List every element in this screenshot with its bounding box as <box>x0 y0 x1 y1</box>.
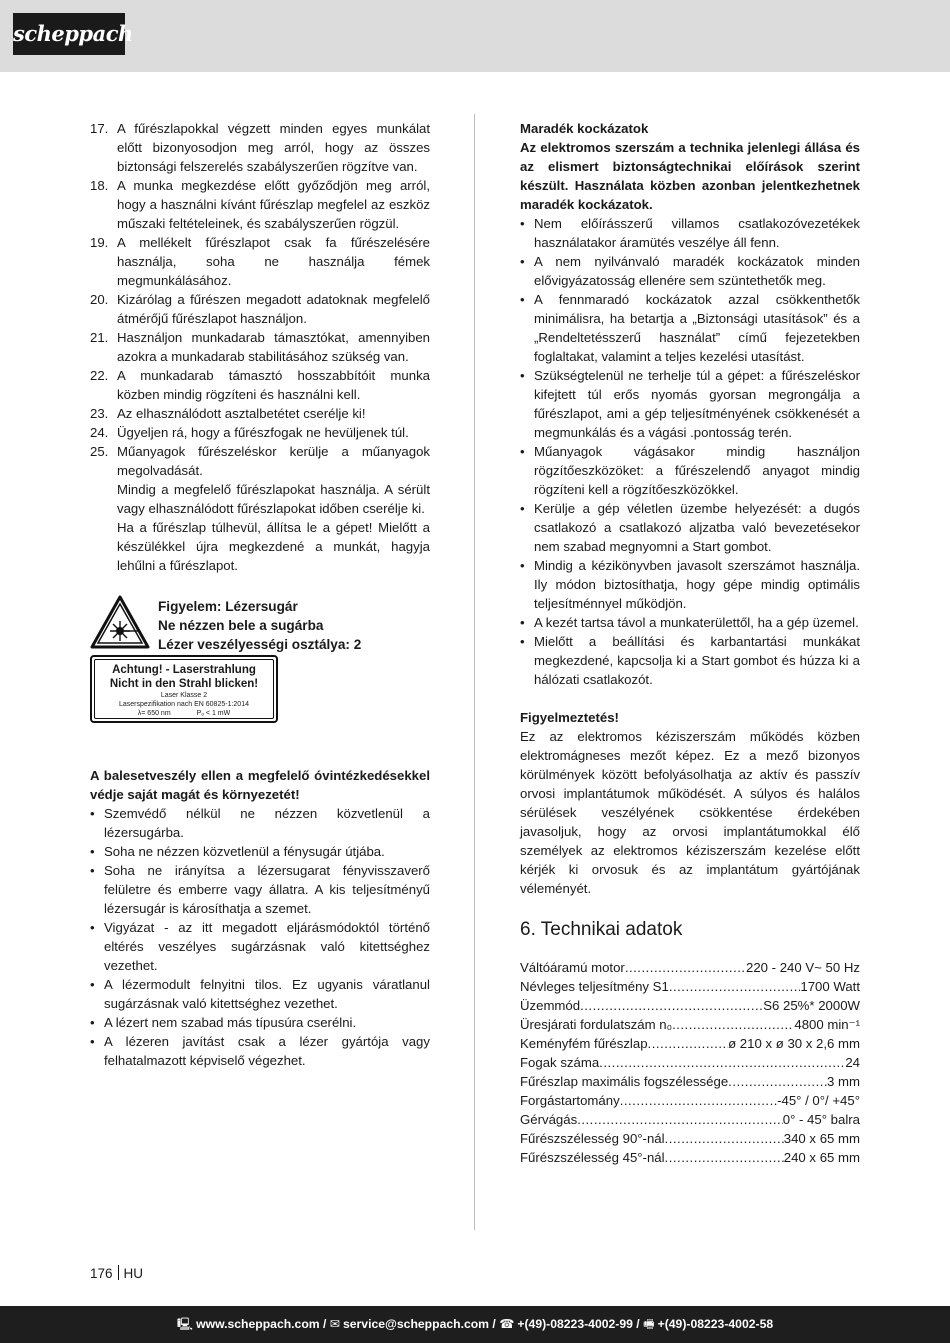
item-number: 21. <box>90 330 109 345</box>
spec-leader-dots <box>620 1091 777 1110</box>
laser-warning-line: Ne nézzen bele a sugárba <box>158 618 324 633</box>
numbered-item <box>90 328 430 366</box>
item-number: 23. <box>90 406 109 421</box>
laser-label-power: Pₒ < 1 mW <box>196 710 231 717</box>
bullet-text: Soha ne irányítsa a lézersugarat fényvisszaverő felületre és emberre vagy állatra. A kis teljesítményű lézersugár is károsíthatja a szemet. <box>104 863 430 916</box>
page-number-value: 176 <box>90 1266 113 1281</box>
item-number: 17. <box>90 121 109 136</box>
risk-bullet-list <box>520 214 860 689</box>
spec-row <box>520 1110 860 1129</box>
laser-warning-icon <box>90 595 150 649</box>
bullet-marker: • <box>90 806 95 821</box>
bullet-text: Mindig a kézikönyvben javasolt szerszámot használja. Ily módon biztosíthatja, hogy gépe mindig optimális teljesítménnyel működjön. <box>534 558 860 611</box>
spec-row <box>520 1015 860 1034</box>
numbered-item <box>90 119 430 176</box>
spec-leader-dots <box>665 1148 784 1167</box>
bullet-text: Soha ne nézzen közvetlenül a fénysugár útjába. <box>104 844 385 859</box>
spec-label: Keményfém fűrészlap <box>520 1036 648 1051</box>
item-text: A mellékelt fűrészlapot csak fa fűrészelésére használja, soha ne használja fémek megmunkálásához. <box>117 235 430 288</box>
bullet-marker: • <box>520 216 525 231</box>
item-number: 19. <box>90 235 109 250</box>
bullet-marker: • <box>520 615 525 630</box>
bullet-item <box>520 556 860 613</box>
bullet-text: A lézermodult felnyitni tilos. Ez ugyanis váratlanul sugárzásnak való kitettséghez vezethet. <box>104 977 430 1011</box>
bullet-marker: • <box>520 501 525 516</box>
spec-row <box>520 977 860 996</box>
laser-label <box>90 655 278 723</box>
bullet-item <box>520 499 860 556</box>
spec-value: 4800 min⁻¹ <box>794 1017 860 1032</box>
right-column <box>520 119 860 1167</box>
numbered-item <box>90 233 430 290</box>
spec-value: 1700 Watt <box>800 979 860 994</box>
spec-value: 24 <box>845 1055 860 1070</box>
bullet-marker: • <box>520 558 525 573</box>
bullet-item <box>90 975 430 1013</box>
phone-icon: ☎ <box>499 1317 515 1331</box>
item-text: Műanyagok fűrészeléskor kerülje a műanyagok megolvadását. <box>117 444 430 478</box>
footer-email[interactable]: service@scheppach.com / <box>343 1317 496 1331</box>
spec-row <box>520 1053 860 1072</box>
spec-leader-dots <box>669 977 801 996</box>
spec-leader-dots <box>665 1129 784 1148</box>
bullet-text: A nem nyilvánvaló maradék kockázatok minden elővigyázatosság ellenére sem szüntethetők meg. <box>534 254 860 288</box>
bullet-marker: • <box>520 444 525 459</box>
spec-row <box>520 1129 860 1148</box>
spec-value: 220 - 240 V~ 50 Hz <box>746 960 860 975</box>
spec-row <box>520 996 860 1015</box>
spec-value: S6 25%* 2000W <box>763 998 860 1013</box>
spec-label: Fűrészszélesség 45°-nál <box>520 1150 665 1165</box>
numbered-item <box>90 423 430 442</box>
spec-value: 240 x 65 mm <box>783 1150 860 1165</box>
bullet-marker: • <box>520 292 525 307</box>
item-text: Használjon munkadarab támasztókat, amennyiben azokra a munkadarab stabilitásához szükség van. <box>117 330 430 364</box>
bullet-text: A lézert nem szabad más típusúra cserélni. <box>104 1015 357 1030</box>
continuation-paragraph: Ha a fűrészlap túlhevül, állítsa le a gépet! Mielőtt a készülékkel újra megkezdené a munkát, hagyja lehűlni a fűrészlapot. <box>117 520 430 573</box>
item-number: 22. <box>90 368 109 383</box>
bullet-text: Szemvédő nélkül ne nézzen közvetlenül a lézersugárba. <box>104 806 430 840</box>
bullet-item <box>520 442 860 499</box>
spec-value: -45° / 0°/ +45° <box>777 1093 860 1108</box>
item-text: A munkadarab támasztó hosszabbítóit munka közben mindig rögzíteni és használni kell. <box>117 368 430 402</box>
laser-warning-text <box>158 597 361 654</box>
page-number <box>90 1265 143 1281</box>
item-number: 18. <box>90 178 109 193</box>
bullet-item <box>90 1013 430 1032</box>
page-language: HU <box>123 1266 144 1281</box>
spec-value: 340 x 65 mm <box>783 1131 860 1146</box>
spec-leader-dots <box>599 1053 845 1072</box>
bullet-text: Műanyagok vágásakor mindig használjon rögzítőeszközöket: a fűrészelendő anyagot mindig rögzíteni kell a rögzítőeszközökkel. <box>534 444 860 497</box>
bullet-text: Vigyázat - az itt megadott eljárásmódoktól történő eltérés veszélyes sugárzásnak való kitettséghez vezethet. <box>104 920 430 973</box>
spec-label: Forgástartomány <box>520 1093 620 1108</box>
spec-leader-dots <box>625 958 746 977</box>
spec-table <box>520 958 860 1167</box>
bullet-item <box>90 1032 430 1070</box>
item-text: Kizárólag a fűrészen megadott adatoknak megfelelő átmérőjű fűrészlapot használjon. <box>117 292 430 326</box>
item-text: Az elhasználódott asztalbetétet cserélje ki! <box>117 406 366 421</box>
bullet-marker: • <box>520 634 525 649</box>
bullet-marker: • <box>520 254 525 269</box>
item-number: 25. <box>90 444 109 459</box>
risks-title: Maradék kockázatok <box>520 121 649 136</box>
bullet-text: A lézeren javítást csak a lézer gyártója vagy felhatalmazott képviselő végezhet. <box>104 1034 430 1068</box>
spec-leader-dots <box>728 1072 827 1091</box>
numbered-item <box>90 290 430 328</box>
bullet-marker: • <box>90 863 95 878</box>
laser-label-title: Achtung! - Laserstrahlung <box>112 664 256 676</box>
footer-web[interactable]: www.scheppach.com / <box>196 1317 327 1331</box>
spec-row <box>520 1034 860 1053</box>
numbered-item <box>90 404 430 423</box>
bullet-text: Szükségtelenül ne terhelje túl a gépet: a fűrészeléskor kifejtett túl erős nyomás gyorsan megrongálja a fűrészlapot, ami a gép teljesítményének csökkenését a megmunkálás és a vágási .pontosság terén. <box>534 368 860 440</box>
bullet-marker: • <box>90 844 95 859</box>
laser-label-warning: Nicht in den Strahl blicken! <box>109 678 259 690</box>
bullet-item <box>520 366 860 442</box>
computer-icon: 🖳 <box>176 1317 194 1331</box>
laser-warning-title: Figyelem: Lézersugár <box>158 599 298 614</box>
spec-label: Gérvágás <box>520 1112 578 1127</box>
spec-row <box>520 1148 860 1167</box>
safety-heading: A balesetveszély ellen a megfelelő óvintézkedésekkel védje saját magát és környezetét! <box>90 768 430 802</box>
safety-bullet-list <box>90 804 430 1070</box>
numbered-item <box>90 442 430 480</box>
bullet-text: Mielőtt a beállítási és karbantartási munkákat megkezdené, kapcsolja ki a Start gombot és húzza ki a hálózati csatlakozót. <box>534 634 860 687</box>
spec-row <box>520 958 860 977</box>
item-number: 24. <box>90 425 109 440</box>
fax-icon: 🖷 <box>643 1317 655 1331</box>
bullet-item <box>520 290 860 366</box>
bullet-item <box>520 214 860 252</box>
laser-label-spec: Laserspezifikation nach EN 60825-1:2014 <box>119 701 249 708</box>
risks-intro: Az elektromos szerszám a technika jelenlegi állása és az elismert biztonságtechnikai előírások szerint készült. Használata közben azonban jelentkezhetnek maradék kockázatok. <box>520 140 860 212</box>
spec-value: 0° - 45° balra <box>782 1112 860 1127</box>
item-text: Ügyeljen rá, hogy a fűrészfogak ne hevüljenek túl. <box>117 425 409 440</box>
spec-label: Névleges teljesítmény S1 <box>520 979 669 994</box>
footer-fax: +(49)-08223-4002-58 <box>657 1317 774 1331</box>
bullet-marker: • <box>90 977 95 992</box>
laser-label-class: Laser Klasse 2 <box>160 692 208 699</box>
mail-icon: ✉ <box>329 1317 340 1331</box>
bullet-marker: • <box>90 1015 95 1030</box>
spec-leader-dots <box>580 996 763 1015</box>
continuation-paragraph: Mindig a megfelelő fűrészlapokat használja. A sérült vagy elhasználódott fűrészlapokat időben cserélje ki. <box>117 482 430 516</box>
bullet-text: Kerülje a gép véletlen üzembe helyezését: a dugós csatlakozó a csatlakozó aljzatba való bevezetésekor nem szabad megnyomni a Start gombot. <box>534 501 860 554</box>
footer-phone: +(49)-08223-4002-99 / <box>517 1317 640 1331</box>
spec-label: Fűrészlap maximális fogszélessége <box>520 1074 729 1089</box>
bullet-text: Nem előírásszerű villamos csatlakozóvezetékek használatakor áramütés veszélye áll fenn. <box>534 216 860 250</box>
bullet-item <box>90 861 430 918</box>
spec-label: Üzemmód <box>520 998 581 1013</box>
spec-value: ø 210 x ø 30 x 2,6 mm <box>728 1036 860 1051</box>
page-footer <box>0 1306 950 1343</box>
bullet-marker: • <box>90 920 95 935</box>
left-column <box>90 119 430 1070</box>
bullet-marker: • <box>90 1034 95 1049</box>
item-text: A munka megkezdése előtt győződjön meg arról, hogy a használni kívánt fűrészlap megfelel az eszköz műszaki feltételeinek, és szabályszerűen rögzül. <box>117 178 430 231</box>
scheppach-logo: scheppach <box>13 13 125 55</box>
numbered-item <box>90 366 430 404</box>
spec-value: 3 mm <box>827 1074 860 1089</box>
bullet-item <box>90 918 430 975</box>
spec-label: Fogak száma <box>520 1055 600 1070</box>
spec-leader-dots <box>577 1110 783 1129</box>
spec-row <box>520 1072 860 1091</box>
spec-label: Váltóáramú motor <box>520 960 625 975</box>
laser-warning-block <box>90 591 430 766</box>
bullet-item <box>520 252 860 290</box>
tech-data-heading: 6. Technikai adatok <box>520 919 683 940</box>
bullet-item <box>90 804 430 842</box>
bullet-item <box>520 613 860 632</box>
spec-label: Üresjárati fordulatszám n₀ <box>520 1017 673 1032</box>
bullet-text: A fennmaradó kockázatok azzal csökkenthetők minimálisra, ha betartja a „Biztonsági utasítások” és a „Rendeltetésszerű használat” című fejezetekben foglaltakat, valamint a teljes kezelési utasítást. <box>534 292 860 364</box>
numbered-safety-list <box>90 119 430 480</box>
warning-title: Figyelmeztetés! <box>520 710 619 725</box>
page-header <box>0 0 950 72</box>
laser-class-line: Lézer veszélyességi osztálya: 2 <box>158 637 362 652</box>
item-number: 20. <box>90 292 109 307</box>
item-text: A fűrészlapokkal végzett minden egyes munkálat előtt bizonyosodjon meg arról, hogy az összes biztonsági felszerelés szabályszerűen rögzítve van. <box>117 121 430 174</box>
spec-label: Fűrészszélesség 90°-nál <box>520 1131 665 1146</box>
numbered-item <box>90 176 430 233</box>
bullet-item <box>520 632 860 689</box>
spec-leader-dots <box>648 1034 729 1053</box>
warning-text: Ez az elektromos kéziszerszám működés közben elektromágneses mezőt képez. Ez a mező bizonyos körülmények között befolyásolhatja az aktív és passzív orvosi implantátumok működését. A súlyos és halálos sérülések veszélyének csökkentése érdekében javasoljuk, hogy az orvosi implantátumokkal élő személyek az elektromos kéziszerszám kezelése előtt kérjék ki orvosuk és az implantátum gyártójának véleményét. <box>520 729 860 896</box>
bullet-text: A kezét tartsa távol a munkaterülettől, ha a gép üzemel. <box>534 615 859 630</box>
spec-leader-dots <box>672 1015 794 1034</box>
column-divider <box>474 114 475 1230</box>
spec-row <box>520 1091 860 1110</box>
laser-label-wavelength: λ= 650 nm <box>137 710 171 717</box>
bullet-marker: • <box>520 368 525 383</box>
bullet-item <box>90 842 430 861</box>
